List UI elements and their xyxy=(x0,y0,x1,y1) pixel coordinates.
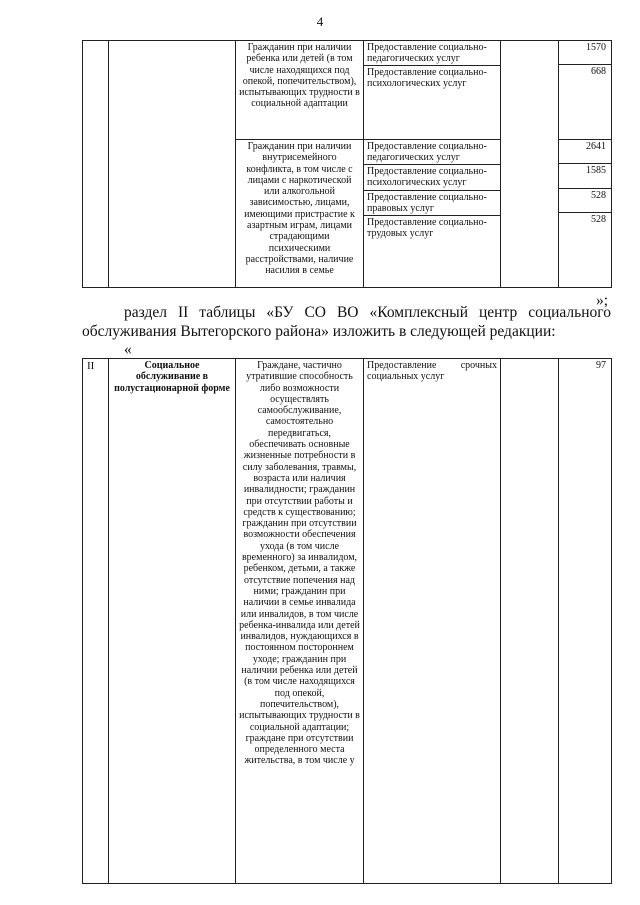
service-value: 1570 xyxy=(559,41,611,65)
section-number: II xyxy=(83,359,109,884)
recipient-group-cell: Гражданин при наличии ребенка или детей (в том числе находящихся под опекой, попечительством), испытывающих трудности в социальной адаптации xyxy=(236,41,364,140)
section-cell xyxy=(83,41,109,288)
service-form: Социальное обслуживание в полустационарной форме xyxy=(109,359,236,884)
service-value: 528 xyxy=(591,214,606,225)
service-item: Предоставление социально-педагогических услуг xyxy=(364,41,500,66)
service-item: Предоставление социально-правовых услуг xyxy=(364,191,500,216)
service-value: 1585 xyxy=(559,164,611,189)
service-item: Предоставление социально-психологических услуг xyxy=(364,165,500,191)
services-table-section-2 xyxy=(82,358,612,884)
service-item: Предоставление социально-трудовых услуг xyxy=(367,217,487,240)
service-value: 97 xyxy=(559,359,612,884)
service-item: Предоставление социально-педагогических услуг xyxy=(364,140,500,165)
services-cell xyxy=(364,41,501,140)
service-item: Предоставление срочных социальных услуг xyxy=(364,359,501,884)
service-value: 528 xyxy=(559,189,611,213)
values-cell xyxy=(559,140,612,288)
empty-cell xyxy=(501,41,559,288)
amendment-paragraph: раздел II таблицы «БУ СО ВО «Комплексный центр социального обслуживания Вытегорского района» изложить в следующей редакции: xyxy=(82,304,611,340)
page-number: 4 xyxy=(316,14,324,29)
form-cell xyxy=(109,41,236,288)
values-cell xyxy=(559,41,612,140)
opening-quote: « xyxy=(124,341,132,358)
closing-quote: »; xyxy=(596,292,609,309)
services-table-continued xyxy=(82,40,612,288)
service-value: 668 xyxy=(591,66,606,77)
table-row xyxy=(83,359,612,884)
services-cell xyxy=(364,140,501,288)
recipient-group-cell: Гражданин при наличии внутрисемейного конфликта, в том числе с лицами с наркотической или алкогольной зависимостью, лицами, имеющими пристрастие к азартным играм, лицами страдающими психическими расстройствами, наличие насилия в семье xyxy=(236,140,364,288)
table-row xyxy=(83,41,612,140)
service-value: 2641 xyxy=(559,140,611,164)
service-item: Предоставление социально-психологических услуг xyxy=(367,67,487,90)
recipient-group-cell: Граждане, частично утратившие способность либо возможности осуществлять самообслуживание, самостоятельно передвигаться, обеспечивать основные жизненные потребности в силу заболевания, травмы, возраста или наличия инвалидности; гражданин при отсутствии работы и средств к существованию; гражданин при отсутствии возможности обеспечения ухода (в том числе временного) за инвалидом, ребенком, детьми, а также отсутствие попечения над ними; гражданин при наличии в семье инвалида или инвалидов, в том числе ребенка-инвалида или детей инвалидов, нуждающихся в постоянном постороннем уходе; гражданин при наличии ребенка или детей (в том числе находящихся под опекой, попечительством), испытывающих трудности в социальной адаптации; граждане при отсутствии определенного места жительства, в том числе у xyxy=(236,359,364,884)
empty-cell xyxy=(501,359,559,884)
